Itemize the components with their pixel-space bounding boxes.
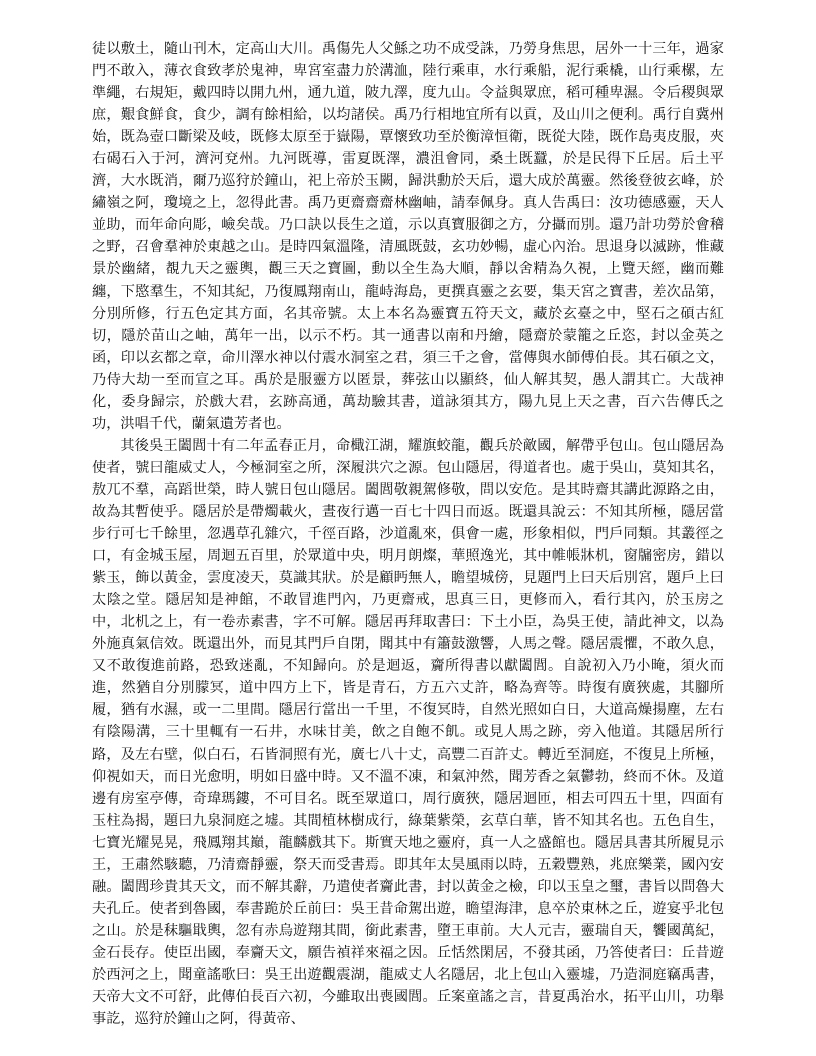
document-body xyxy=(92,38,724,1030)
paragraph-1: 徒以敷土，隨山刊木，定高山大川。禹傷先人父鯀之功不成受誅，乃勞身焦思，居外一十三年，過家門不敢入，薄衣食致孝於鬼神，卑宮室盡力於溝洫，陸行乘車，水行乘船，泥行乘橇，山行乘樏，左準繩，右規矩，戴四時以開九州，通九道，陂九澤，度九山。令益與眾庶，稻可種卑濕。令后稷與眾庶，艱食鮮食，食少，調有餘相給，以均諸侯。禹乃行相地宜所有以貢，及山川之便利。禹行自冀州始，既為壺口斷梁及岐，既修太原至于嶽陽，覃懷致功至於衡漳恒衛，既從大陸，既作島夷皮服，夾右碣石入于河，濟河兗州。九河既導，雷夏既澤，濃沮會同，桑土既蠶，於是民得下丘居。后土平濟，大水既消，爾乃巡狩於鐘山，祀上帝於玉闕，歸洪勳於天后，還大成於萬靈。然後登彼玄峰，於繡嶺之阿，瓊境之上，忽得此書。禹乃更齋齋齋林幽岫，請奉佩身。真人告禹曰：汝功德感靈，天人並助，而年命向彫，嶮矣哉。乃口訣以長生之道，示以真寶服御之方，分攝而別。還乃計功勞於會稽之野，召會羣神於東越之山。是時四氣溫隆，清風既鼓，玄功妙暢，虛心內治。思退身以滅跡，惟藏景於幽緒，覩九天之靈輿，觀三天之寶圖，動以全生為大順，靜以舍精為久視，上覽天經，幽而難纏，下愍羣生，不知其紀，乃復鳳翔南山，龍峙海島，更撰真靈之玄要，集天宮之寶書，差次品第，分別所修，行五色定其方面，名其帝號。太上本名為靈寶五符天文，藏於玄臺之中，堅石之碩古紅切，隱於苗山之岫，萬年一出，以示不朽。其一通書以南和丹繪，隱齋於蒙籠之丘恣，封以金英之函，印以玄都之章，命川澤水神以付震水洞室之君，須三千之會，當傳與水師傅伯長。其石碩之文，乃侍大劫一至而宣之耳。禹於是服靈方以匿景，葬弦山以顯終，仙人解其契，愚人謂其亡。大哉神化，委身歸宗，於戲大君，玄跡高通，萬劫驗其書，道詠須其方，陽九見上天之書，百六告傳氏之功，洪唱千代，蘭氣遺芳者也。 xyxy=(92,41,724,432)
paragraph-2: 其後吳王闔閭十有二年孟春正月，命檝江湖，耀旗蛟龍，觀兵於敵國，解帶乎包山。包山隱居為使者，號曰龍威丈人，今極洞室之所，深履洪穴之源。包山隱居，得道者也。處于吳山，莫知其名，敖兀不羣，高蹈世榮，時人號日包山隱居。闔閭敬親駕修敬，問以安危。是其時齋其講此源路之由，故為其暫使乎。隱居於是帶燭載火，晝夜行邁一百七十四日而返。既還具說云：不知其所極，隱居當步行可七千餘里，忽遇草孔雜穴，千徑百路，沙道亂來，俱會一處，形象相似，門戶同類。其叢徑之口，有金城玉屋，周迴五百里，於眾道中央，明月朗燦，華照逸光，其中帷帳牀机，窗牖密房，錯以紫玉，飾以黃金，雲度凌天，莫識其狀。於是顧眄無人，瞻望城傍，見題門上曰天后別宮，題戶上曰太陰之堂。隱居知是神館，不敢冒進門內，乃更齋戒，思真三日，更修而入，看行其內，於玉房之中，北机之上，有一卷赤素書，字不可解。隱居再拜取書曰：下土小臣，為吳王使，請此神文，以為外施真氣信效。既還出外，而見其門戶自閉，聞其中有簫鼓激響，人馬之聲。隱居震懼，不敢久息，又不敢復進前路，恐致迷亂，不知歸向。於是迴返，齎所得書以獻闔閭。自說初入乃小晻，須火而進，然猶自分別朦冥，道中四方上下，皆是青石，方五六丈許，略為齊等。時復有廣狹處，其腳所履，猶有水濕，或一二里間。隱居行當出一千里，不復冥時，自然光照如白日，大道高燥揚塵，左右有陰陽溝，三十里輒有一石井，水味甘美，飲之自飽不飢。或見人馬之跡，旁入他道。其隱居所行路，及左右壁，似白石，石皆洞照有光，廣七八十丈，高豐二百許丈。轉近至洞庭，不復見上所極，仰視如天，而日光愈明，明如日盛中時。又不溫不凍，和氣沖然，聞芳香之氣鬱勃，終而不休。及道邊有房室亭傳，奇瑋瑪鏤，不可目名。既至眾道口，周行廣狹，隱居迴匝，相去可四五十里，四面有玉柱為揭，題曰九泉洞庭之墟。其間植林樹成行，綠葉紫榮，玄草白華，皆不知其名也。五色自生，七寶光耀晃晃，飛鳳翔其巔，龍麟戲其下。斯實天地之靈府，真一人之盛館也。隱居具書其所履見示王，王肅然駭聽，乃清齋靜靈，祭天而受書焉。即其年太昊風雨以時，五穀豐熟，兆庶樂業，國內安融。闔閭珍貴其天文，而不解其辭，乃遣使者齎此書，封以黃金之檢，印以玉皇之璽，書旨以問魯大夫孔丘。使者到魯國，奉書跪於丘前曰：吳王昔命駕出遊，瞻望海津，息卒於東林之丘，遊宴乎北包之山。於是秣驅戢輿，忽有赤烏遊翔其間，銜此素書，墮王車前。大人元吉，靈瑞自天，饗國萬紀，金石長存。使臣出國，奉齎天文，願告禎祥來福之因。丘恬然閑居，不發其函，乃答使者曰：丘昔遊於西河之上，聞童謠歌曰：吳王出遊觀震湖，龍威丈人名隱居，北上包山入靈墟，乃造洞庭竊禹書，天帝大文不可舒，此傳伯長百六初，今雖取出喪國閭。丘案童謠之言，昔夏禹治水，拓平山川，功舉事訖，巡狩於鐘山之阿，得黃帝、 xyxy=(92,437,724,1028)
